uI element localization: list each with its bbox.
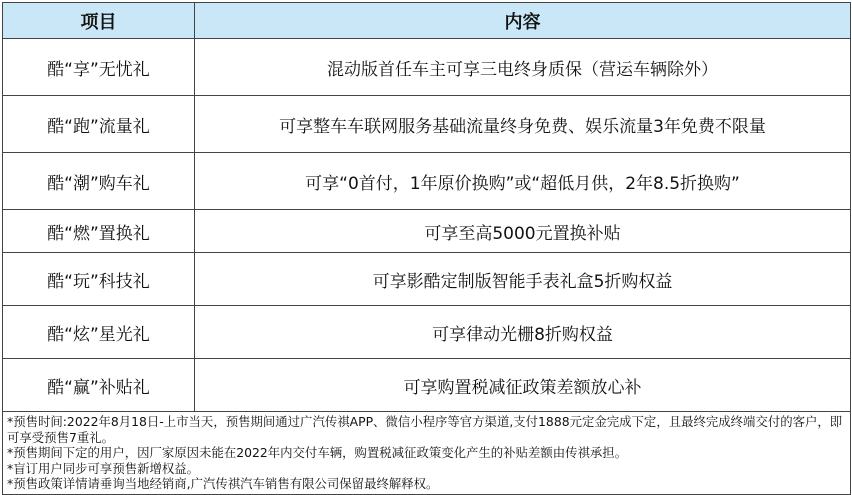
table-row [3,39,851,96]
footnote-line: *预售政策详情请垂询当地经销商,广汽传祺汽车销售有限公司保留最终解释权。 [7,476,439,491]
row-item-cell: 酷“玩”科技礼 [3,253,195,306]
footnote-line: *预售期间下定的用户，因厂家原因未能在2022年内交付车辆，购置税减征政策变化产生的补贴差额由传祺承担。 [7,445,628,460]
row-item-cell: 酷“享”无忧礼 [3,39,195,96]
table-row [3,153,851,210]
column-header-item: 项目 [3,3,195,39]
row-content-cell: 可享整车车联网服务基础流量终身免费、娱乐流量3年免费不限量 [195,96,851,153]
row-content-cell: 可享购置税减征政策差额放心补 [195,359,851,412]
row-content-cell: 混动版首任车主可享三电终身质保（营运车辆除外） [195,39,851,96]
row-content-cell: 可享至高5000元置换补贴 [195,210,851,253]
table-row [3,210,851,253]
row-content-cell: 可享影酷定制版智能手表礼盒5折购权益 [195,253,851,306]
row-item-cell: 酷“赢”补贴礼 [3,359,195,412]
table-row [3,253,851,306]
table-header-row [3,3,851,39]
footnote-cell [3,412,851,495]
row-content-cell: 可享律动光栅8折购权益 [195,306,851,359]
row-item-cell: 酷“燃”置换礼 [3,210,195,253]
footnote-row [3,412,851,495]
row-item-cell: 酷“跑”流量礼 [3,96,195,153]
table-row [3,306,851,359]
promo-table [2,2,851,495]
column-header-content: 内容 [195,3,851,39]
footnote-line: *盲订用户同步可享预售新增权益。 [7,460,200,476]
table-row [3,359,851,412]
footnote-line: *预售时间:2022年8月18日-上市当天，预售期间通过广汽传祺APP、微信小程序等官方渠道,支付1888元定金完成下定，且最终完成终端交付的客户，即可享受预售7重礼。 [7,414,843,445]
row-item-cell: 酷“炫”星光礼 [3,306,195,359]
row-content-cell: 可享“0首付，1年原价换购”或“超低月供，2年8.5折换购” [195,153,851,210]
table-row [3,96,851,153]
row-item-cell: 酷“潮”购车礼 [3,153,195,210]
